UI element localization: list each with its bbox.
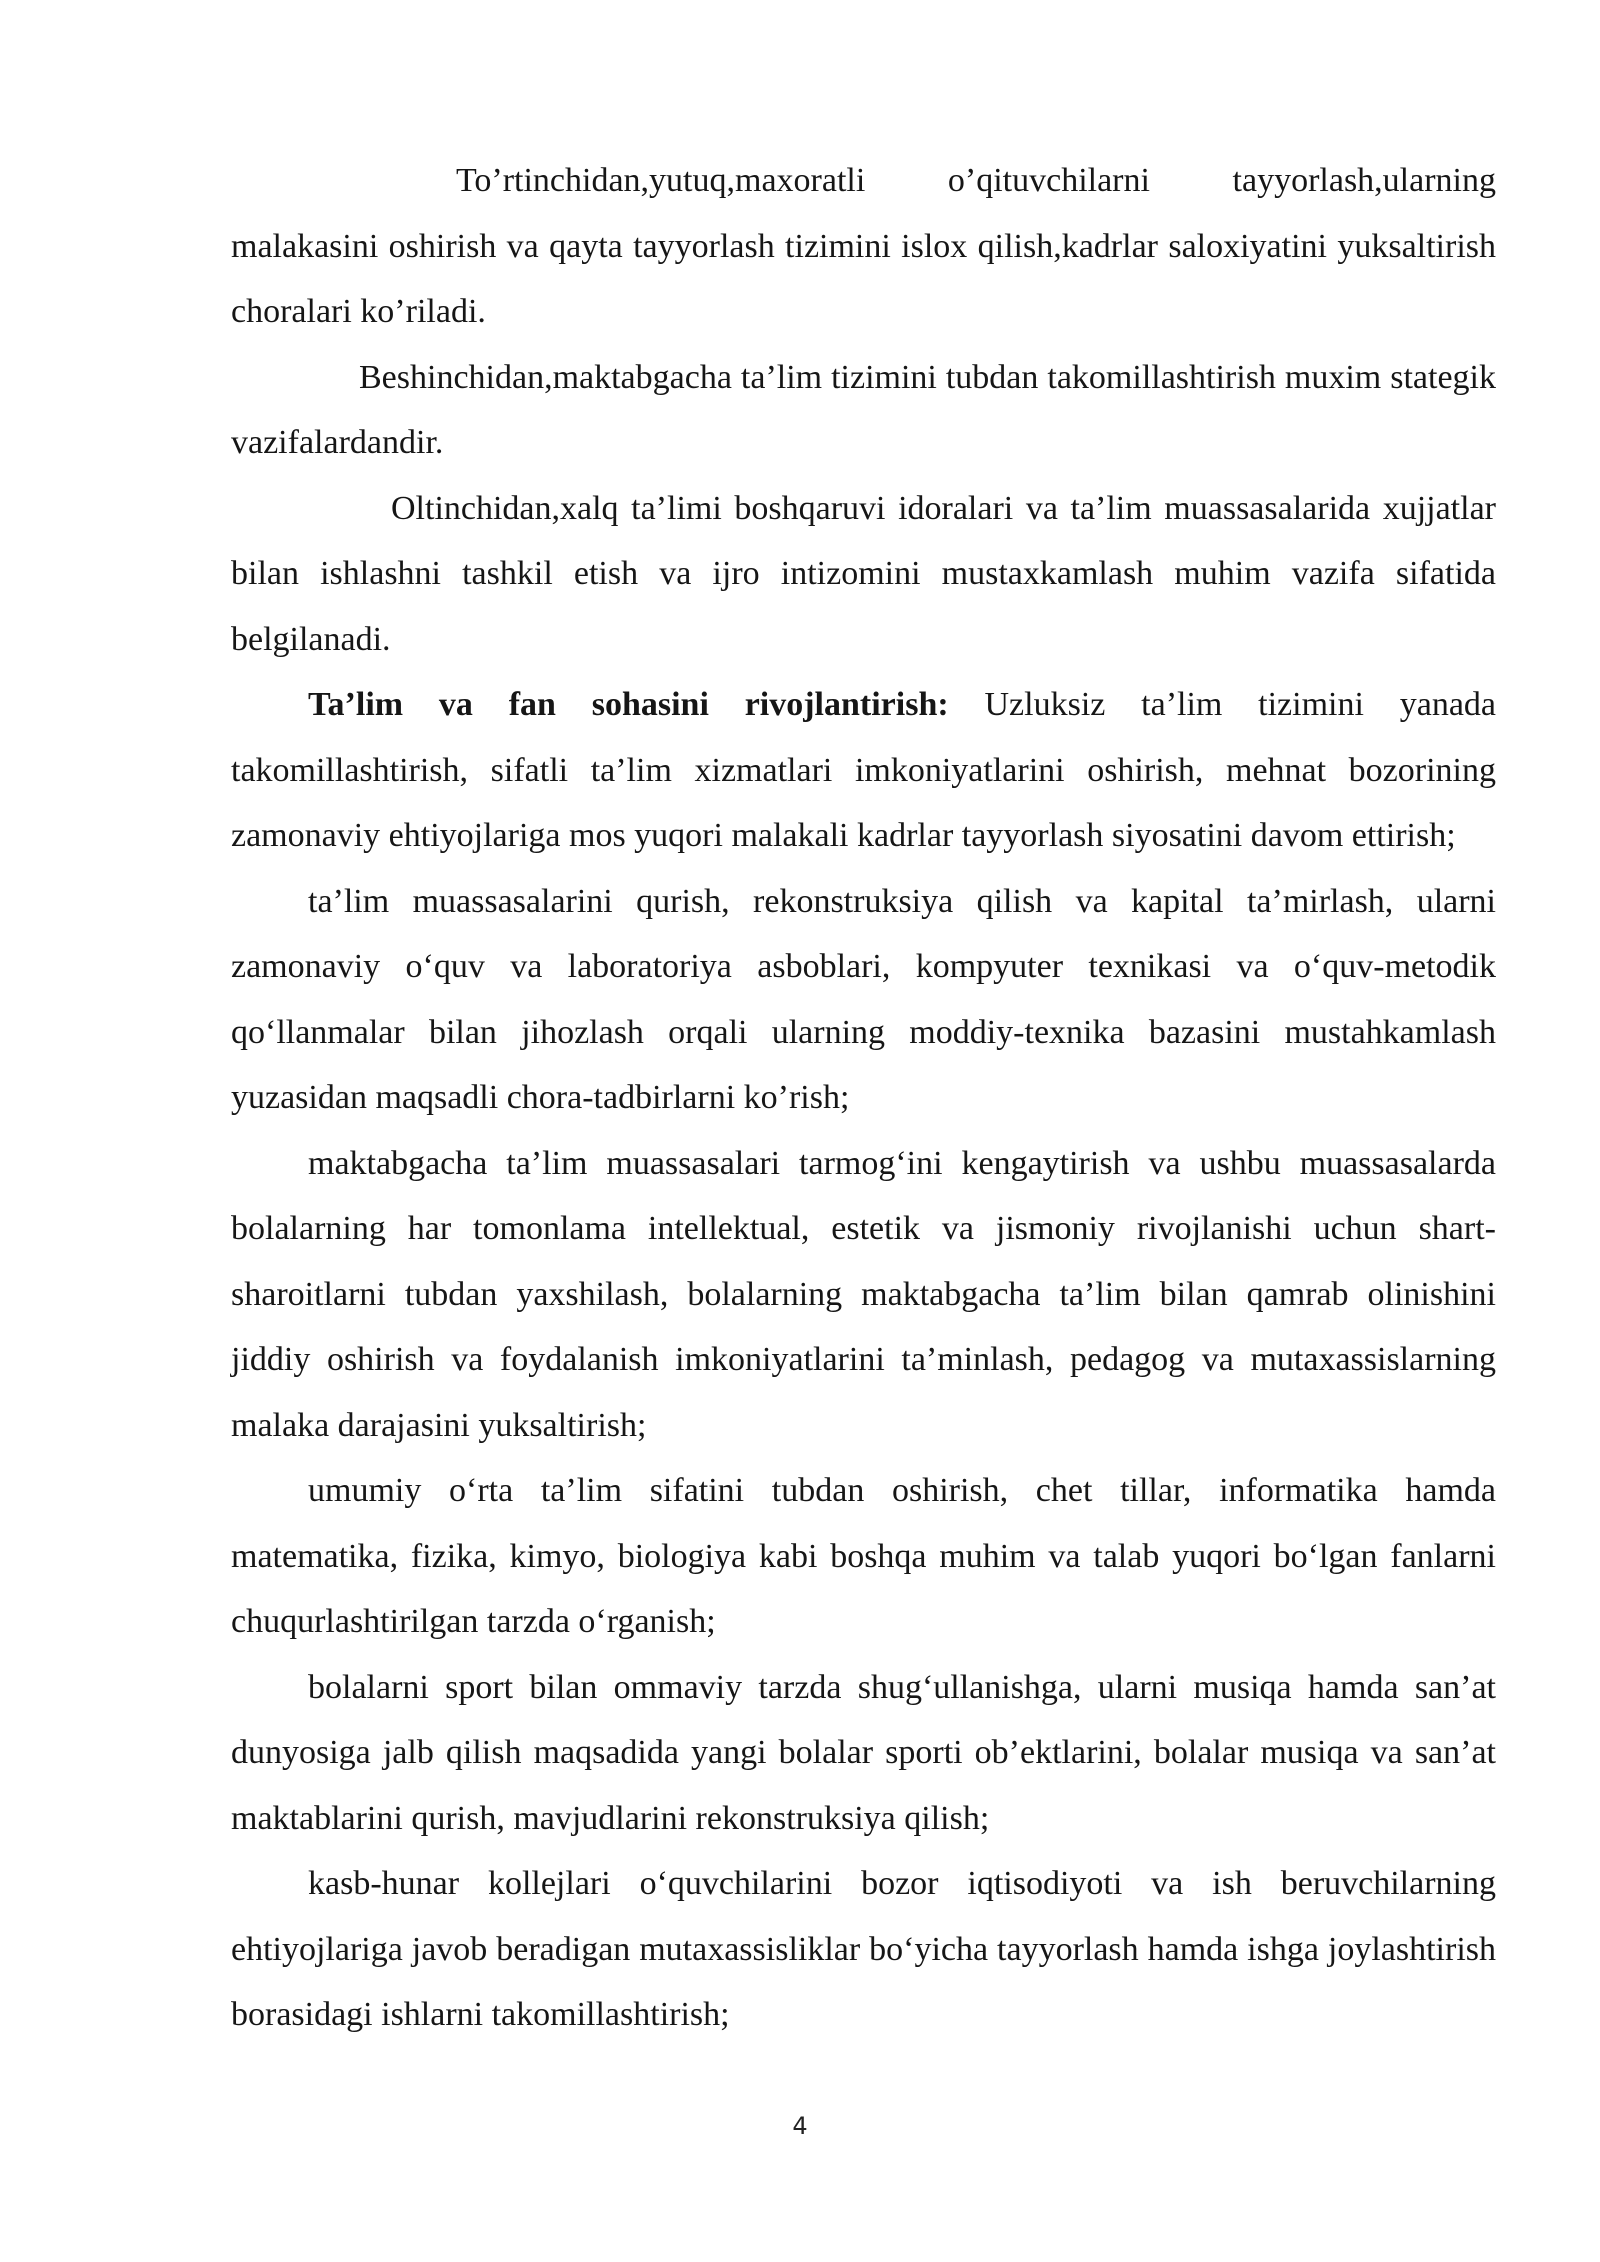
list-item: umumiy o‘rta ta’lim sifatini tubdan oshirish, chet tillar, informatika hamda matematika, fizika, kimyo, biologiya kabi boshqa muhim va talab yuqori bo‘lgan fanlarni chuqurlashtirilgan tarzda o‘rganish; <box>231 1472 1496 1640</box>
list-item: maktabgacha ta’lim muassasalari tarmog‘ini kengaytirish va ushbu muassasalarda bolalarning har tomonlama intellektual, estetik va jismoniy rivojlanishi uchun shart-sharoitlarni tubdan yaxshilash, bolalarning maktabgacha ta’lim bilan qamrab olinishini jiddiy oshirish va foydalanish imkoniyatlarini ta’minlash, pedagog va mutaxassislarning malaka darajasini yuksaltirish; <box>231 1144 1496 1444</box>
list-item: bolalarni sport bilan ommaviy tarzda shug‘ullanishga, ularni musiqa hamda san’at dunyosiga jalb qilish maqsadida yangi bolalar sporti ob’ektlarini, bolalar musiqa va san’at maktablarini qurish, mavjudlarini rekonstruksiya qilish; <box>231 1668 1496 1837</box>
paragraph-fourth: To’rtinchidan,yutuq,maxoratli o’qituvchilarni tayyorlash,ularning malakasini oshirish va qayta tayyorlash tizimini islox qilish,kadrlar saloxiyatini yuksaltirish choralari ko’riladi. <box>231 162 1496 330</box>
section-text: Uzluksiz ta’lim tizimini yanada takomillashtirish, sifatli ta’lim xizmatlari imkoniyatlarini oshirish, mehnat bozorining zamonaviy ehtiyojlariga mos yuqori malakali kadrlar tayyorlash siyosatini davom ettirish; <box>231 686 1497 854</box>
list-item: kasb-hunar kollejlari o‘quvchilarini bozor iqtisodiyoti va ish beruvchilarning ehtiyojlariga javob beradigan mutaxassisliklar bo‘yicha tayyorlash hamda ishga joylashtirish borasidagi ishlarni takomillashtirish; <box>231 1865 1496 2033</box>
paragraph-sixth: Oltinchidan,xalq ta’limi boshqaruvi idoralari va ta’lim muassasalarida xujjatlar bilan ishlashni tashkil etish va ijro intizomini mustaxkamlash muhim vazifa sifatida belgilanadi. <box>231 489 1496 658</box>
section-heading: Ta’lim va fan sohasini rivojlantirish: <box>308 686 949 723</box>
paragraph-fifth: Beshinchidan,maktabgacha ta’lim tizimini tubdan takomillashtirish muxim stategik vazifalardandir. <box>231 358 1496 461</box>
list-item: ta’lim muassasalarini qurish, rekonstruksiya qilish va kapital ta’mirlash, ularni zamonaviy o‘quv va laboratoriya asboblari, kompyuter texnikasi va o‘quv-metodik qo‘llanmalar bilan jihozlash orqali ularning moddiy-texnika bazasini mustahkamlash yuzasidan maqsadli chora-tadbirlarni ko’rish; <box>231 882 1496 1116</box>
section-paragraph <box>231 672 1496 869</box>
page-number: 4 <box>792 2112 808 2140</box>
document-body <box>231 148 1496 2048</box>
